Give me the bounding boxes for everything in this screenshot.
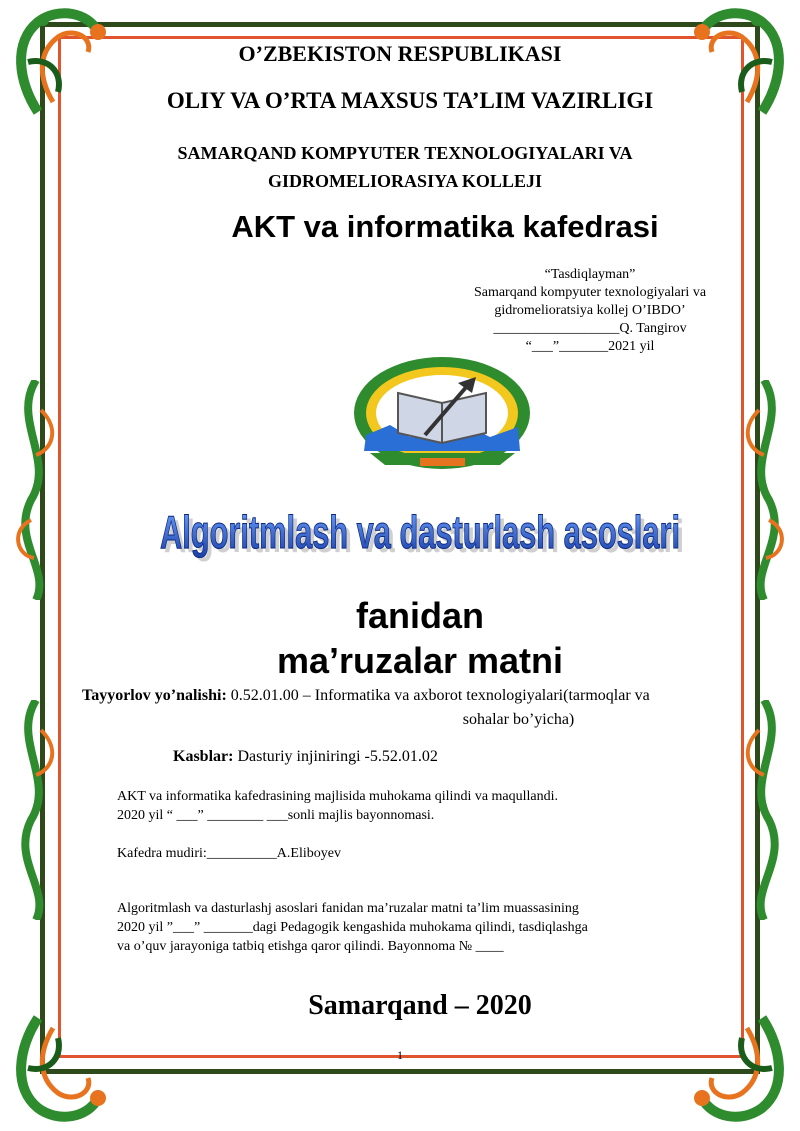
department-heading: AKT va informatika kafedrasi [231, 209, 659, 244]
left-vine-ornament-icon [6, 380, 64, 600]
bottom-left-ornament-icon [8, 1008, 128, 1128]
profession-label: Kasblar: [173, 748, 234, 765]
council-paragraph [117, 899, 588, 956]
approval-line-1: “Tasdiqlayman” [544, 267, 636, 282]
page-number: 1 [397, 1048, 403, 1062]
profession-value: Dasturiy injiniringi -5.52.01.02 [233, 748, 438, 765]
subtitle-lectures: ma’ruzalar matni [276, 640, 564, 681]
discussion-paragraph [117, 787, 558, 825]
discussion-line-2: 2020 yil “ ___” ________ ___sonli majlis bayonnomasi. [117, 808, 435, 823]
discussion-line-1: AKT va informatika kafedrasining majlisida muhokama qilindi va maqullandi. [117, 789, 559, 804]
approval-line-3: gidromelioratsiya kollej O’IBDO’ [494, 303, 686, 318]
subtitle-fanidan: fanidan [355, 595, 484, 636]
direction-label: Tayyorlov yo’nalishi: [82, 687, 227, 704]
right-vine-ornament-lower-icon [736, 700, 794, 920]
college-line-2: GIDROMELIORASIYA KOLLEJI [268, 171, 542, 191]
council-line-2: 2020 yil ”___” _______dagi Pedagogik kengashida muhokama qilindi, tasdiqlashga [117, 920, 588, 935]
college-heading [5, 139, 800, 195]
council-line-1: Algoritmlash va dasturlashj asoslari fanidan ma’ruzalar matni ta’lim muassasining [117, 901, 579, 916]
profession-block [173, 748, 438, 766]
direction-value-line-1: 0.52.01.00 – Informatika va axborot texnologiyalari(tarmoqlar va [226, 687, 650, 704]
head-of-department: Kafedra mudiri:__________A.Eliboyev [117, 846, 341, 861]
wordart-title [150, 490, 690, 575]
city-year: Samarqand – 2020 [308, 990, 532, 1021]
approval-line-2: Samarqand kompyuter texnologiyalari va [473, 285, 707, 300]
wordart-text: Algoritmlash va dasturlash asoslari [160, 506, 680, 558]
approval-block [450, 266, 730, 356]
council-line-3: va o’quv jarayoniga tatbiq etishga qaror qilindi. Bayonnoma № ____ [117, 939, 504, 954]
bottom-right-ornament-icon [672, 1008, 792, 1128]
approval-line-4: __________________Q. Tangirov [493, 321, 687, 336]
ministry-heading: OLIY VA O’RTA MAXSUS TA’LIM VAZIRLIGI [166, 88, 654, 113]
college-emblem-icon [350, 355, 535, 473]
college-line-1: SAMARQAND KOMPYUTER TEXNOLOGIYALARI VA [177, 143, 633, 163]
republic-heading: O’ZBEKISTON RESPUBLIKASI [238, 41, 562, 66]
direction-value-line-2: sohalar bo’yicha) [462, 711, 575, 728]
right-vine-ornament-icon [736, 380, 794, 600]
wordart-shadow: Algoritmlash va dasturlash asoslari [164, 510, 684, 562]
left-vine-ornament-lower-icon [6, 700, 64, 920]
direction-block [82, 684, 760, 732]
approval-line-5: “___”_______2021 yil [525, 339, 655, 354]
